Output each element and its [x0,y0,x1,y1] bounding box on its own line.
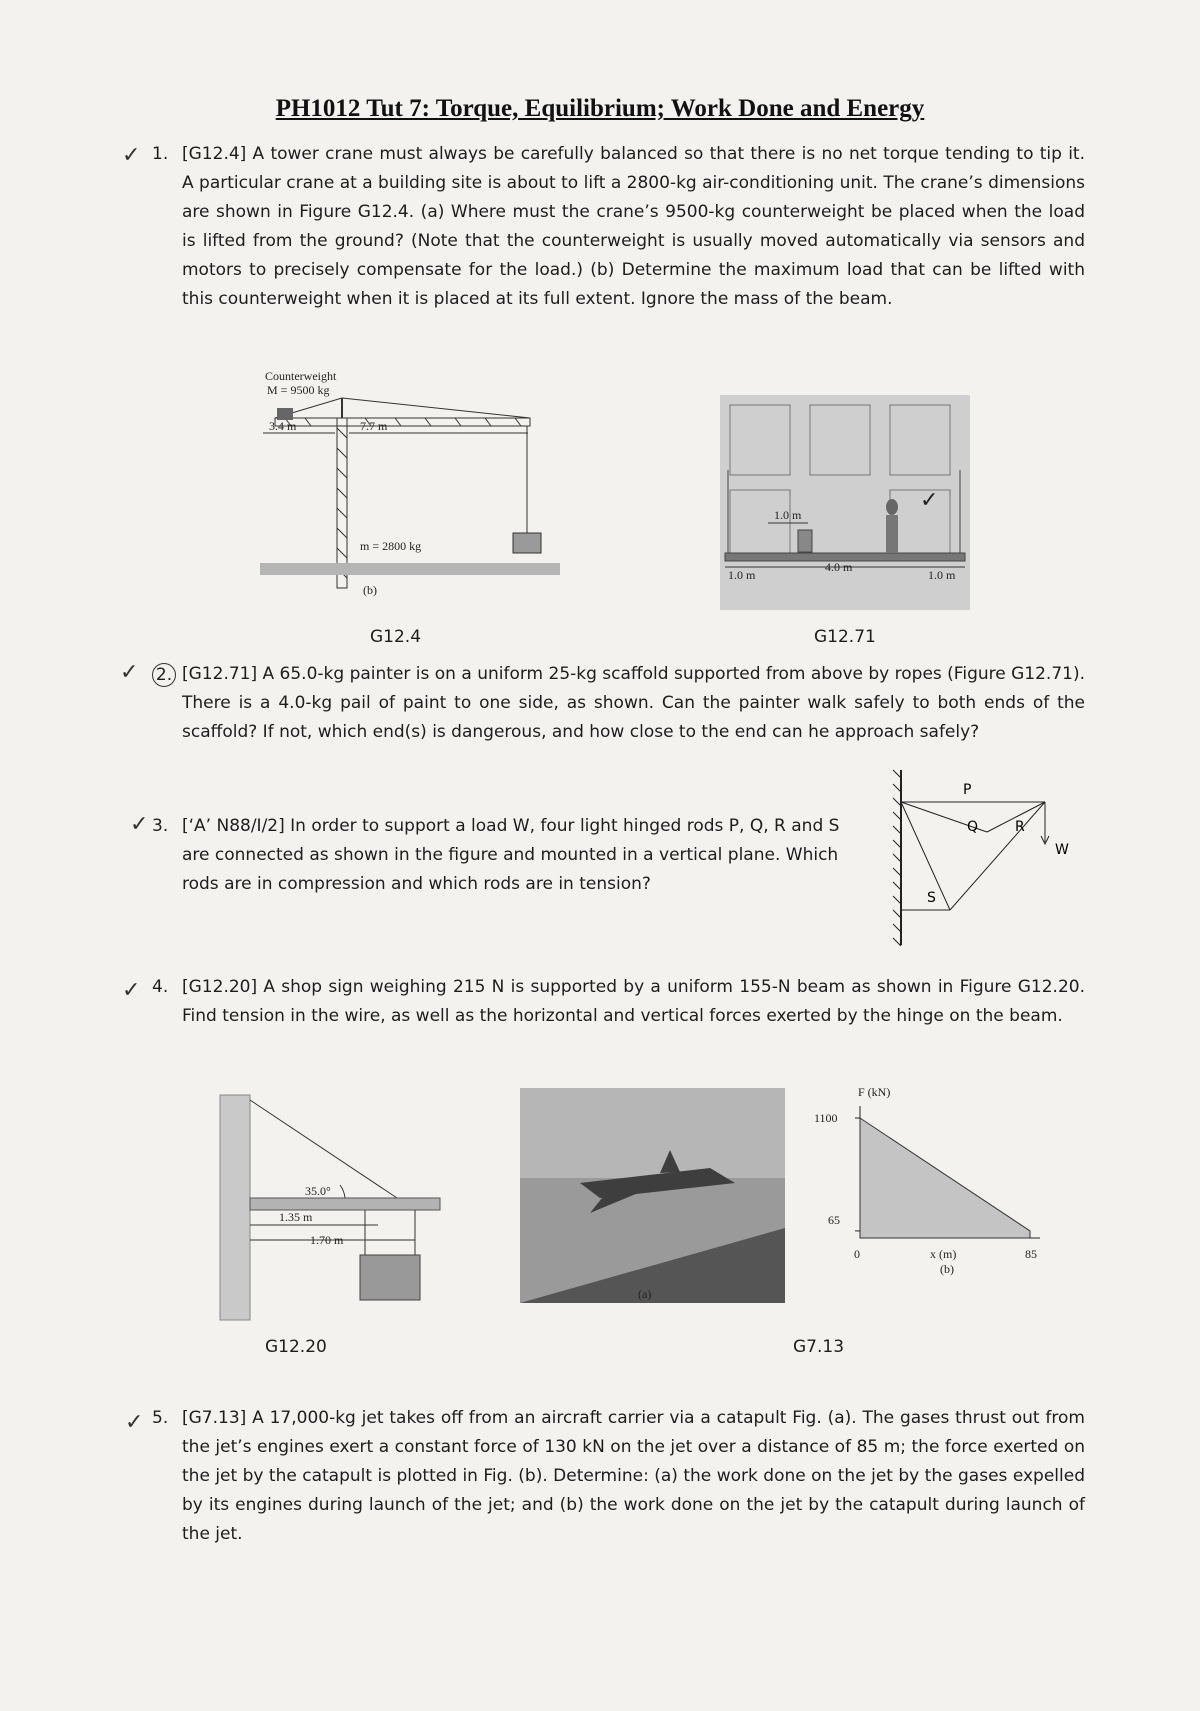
check-mark-icon: ✓ [130,812,149,837]
problem-text: [G12.4] A tower crane must always be carefully balanced so that there is no net torque tending to tip it. A particular crane at a building site is about to lift a 2800-kg air-conditioning unit. The crane’s dimensions are shown in Figure G12.4. (a) Where must the crane’s 9500-kg counterweight be placed when the load is lifted from the ground? (Note that the counterweight is usually moved automatically via sensors and motors to precisely compensate for the load.) (b) Determine the maximum load that can be lifted with this counterweight when it is placed at its full extent. Ignore the mass of the beam. [182,144,1085,309]
problem-3 [152,812,862,899]
dim-left: 1.0 m [728,568,756,582]
sign-figure [215,1090,465,1325]
check-mark-icon: ✓ [122,978,141,1003]
problem-text: [G7.13] A 17,000-kg jet takes off from an aircraft carrier via a catapult Fig. (a). The gases thrust out from the jet’s engines exert a constant force of 130 kN on the jet over a distance of 85 m; the force exerted on the jet by the catapult is plotted in Fig. (b). Determine: (a) the work done on the jet by the gases expelled by its engines during launch of the jet; and (b) the work done on the jet by the catapult during launch of the jet. [182,1408,1085,1544]
check-mark-icon: ✓ [120,660,139,685]
beam [250,1198,440,1210]
crane-figure [255,368,585,633]
label-s: S [927,890,936,906]
angle-label: 35.0° [305,1184,331,1198]
rods-figure [895,770,1069,950]
problem-number: 2. [152,663,176,687]
problem-1 [152,140,1085,314]
load-box [513,533,541,553]
problem-number: 3. [152,816,169,836]
problem-number: 1. [152,144,169,164]
check-mark-icon: ✓ [920,488,939,513]
ground [260,563,560,575]
problem-4 [152,973,1085,1031]
check-mark-icon: ✓ [125,1410,144,1435]
dim-short: 1.35 m [279,1210,313,1224]
dim-right: 1.0 m [928,568,956,582]
crane-sub: (b) [363,583,377,597]
paint-pail [798,530,812,552]
painter-figure [886,499,898,515]
x-tick-end: 85 [1025,1247,1037,1261]
dim-top: 1.0 m [774,508,802,522]
label-p: P [963,782,972,798]
problem-5 [152,1404,1085,1549]
figure-label-scaffold: G12.71 [814,627,876,647]
sky [520,1088,785,1178]
dim-left: 3.4 m [269,419,297,433]
photo-sub: (a) [638,1287,652,1301]
crane-jib [275,398,530,426]
dim-mid: 4.0 m [825,560,853,574]
dim-long: 1.70 m [310,1233,344,1247]
scaffold-figure [720,395,980,620]
page-title: PH1012 Tut 7: Torque, Equilibrium; Work Done and Energy [275,95,925,122]
jet-photo [520,1088,785,1313]
wall [220,1095,250,1320]
y-tick-low: 65 [828,1213,840,1227]
problem-number: 5. [152,1408,169,1428]
problem-text: [G12.20] A shop sign weighing 215 N is supported by a uniform 155-N beam as shown in Figure G12.20. Find tension in the wire, as well as the horizontal and vertical forces exerted by the hinge on the beam. [182,977,1085,1026]
rod-s-right [950,802,1045,910]
wall-hatching [893,770,901,946]
figure-label-jet: G7.13 [793,1337,845,1357]
dim-right: 7.7 m [360,419,388,433]
problem-text: [‘A’ N88/I/2] In order to support a load W, four light hinged rods P, Q, R and S are connected as shown in the figure and mounted in a vertical plane. Which rods are in compression and which rods are in tension? [182,816,840,894]
counterweight-mass: M = 9500 kg [267,383,330,397]
counterweight-title: Counterweight [265,369,337,383]
y-axis-label: F (kN) [858,1085,891,1099]
graph-sub: (b) [940,1262,954,1276]
figure-label-crane: G12.4 [370,627,422,647]
catapult-force-chart [800,1080,1060,1295]
force-area [860,1118,1030,1238]
x-axis-label: x (m) [930,1247,957,1261]
rod-s-left [901,802,950,910]
label-q: Q [967,819,979,835]
problem-text: [G12.71] A 65.0-kg painter is on a uniform 25-kg scaffold supported from above by ropes (Figure G12.71). There is a 4.0-kg pail of paint to one side, as shown. Can the painter walk safely to both ends of the scaffold? If not, which end(s) is dangerous, and how close to the end can he approach safely? [182,664,1085,742]
problem-number: 4. [152,977,169,997]
label-r: R [1015,819,1025,835]
problem-2 [155,660,1085,747]
label-w: W [1055,842,1069,858]
check-mark-icon: ✓ [122,143,141,168]
y-tick-top: 1100 [814,1111,838,1125]
shop-sign [360,1255,420,1300]
figure-label-sign: G12.20 [265,1337,327,1357]
angle-arc [340,1185,345,1198]
x-tick-zero: 0 [854,1247,860,1261]
painter-body [886,515,898,553]
load-mass: m = 2800 kg [360,539,422,553]
